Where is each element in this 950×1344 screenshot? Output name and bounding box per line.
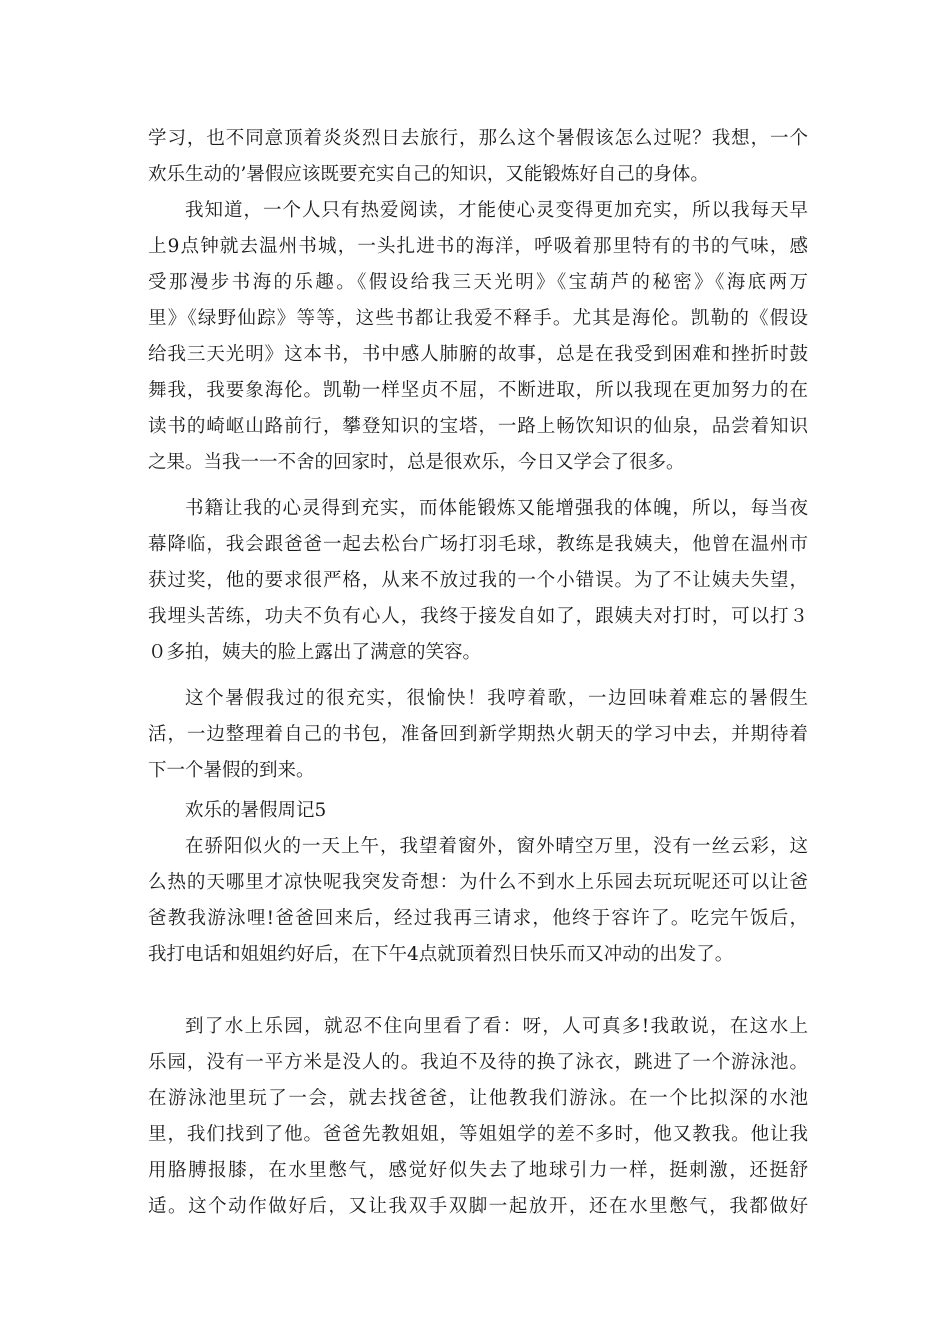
text-line: 学习，也不同意顶着炎炎烈日去旅行，那么这个暑假该怎么过呢？我想，一个 [148,128,808,149]
text-line: 幕降临，我会跟爸爸一起去松台广场打羽毛球，教练是我姨夫，他曾在温州市 [148,534,808,555]
text-line: 下一个暑假的到来。 [148,760,315,781]
text-line: 给我三天光明》这本书，书中感人肺腑的故事，总是在我受到困难和挫折时鼓 [148,344,808,365]
text-line: 之果。当我一一不舍的回家时，总是很欢乐，今日又学会了很多。 [148,452,685,473]
text-line: 在游泳池里玩了一会，就去找爸爸，让他教我们游泳。在一个比拟深的水池 [148,1088,808,1109]
text-line: 上9点钟就去温州书城，一头扎进书的海洋，呼吸着那里特有的书的气味，感 [148,236,808,257]
text-line: 欢乐生动的’暑假应该既要充实自己的知识，又能锻炼好自己的身体。 [148,164,709,185]
text-line: 适。这个动作做好后，又让我双手双脚一起放开，还在水里憋气，我都做好 [148,1196,808,1217]
paragraph-first-line: 到了水上乐园，就忍不住向里看了看：呀，人可真多!我敢说，在这水上 [185,1016,808,1037]
text-line: 里》《绿野仙踪》等等，这些书都让我爱不释手。尤其是海伦。凯勒的《假设 [148,308,808,329]
text-line: 我埋头苦练，功夫不负有心人，我终于接发自如了，跟姨夫对打时，可以打３ [148,606,808,627]
text-line: ０多拍，姨夫的脸上露出了满意的笑容。 [148,642,482,663]
text-line: 舞我，我要象海伦。凯勒一样坚贞不屈，不断进取，所以我现在更加努力的在 [148,380,808,401]
paragraph-first-line: 书籍让我的心灵得到充实，而体能锻炼又能增强我的体魄，所以，每当夜 [185,498,808,519]
paragraph-first-line: 我知道，一个人只有热爱阅读，才能使心灵变得更加充实，所以我每天早 [185,200,808,221]
text-line: 里，我们找到了他。爸爸先教姐姐，等姐姐学的差不多时，他又教我。他让我 [148,1124,808,1145]
text-line: 用胳膊报膝，在水里憋气，感觉好似失去了地球引力一样，挺刺激，还挺舒 [148,1160,808,1181]
text-line: 爸教我游泳哩!爸爸回来后，经过我再三请求，他终于容许了。吃完午饭后， [148,908,808,929]
text-line: 乐园，没有一平方米是没人的。我迫不及待的换了泳衣，跳进了一个游泳池。 [148,1052,808,1073]
text-line: 获过奖，他的要求很严格，从来不放过我的一个小错误。为了不让姨夫失望， [148,570,808,591]
section-heading: 欢乐的暑假周记5 [185,800,327,821]
text-line: 读书的崎岖山路前行，攀登知识的宝塔，一路上畅饮知识的仙泉，品尝着知识 [148,416,808,437]
text-line: 么热的天哪里才凉快呢我突发奇想：为什么不到水上乐园去玩玩呢还可以让爸 [148,872,808,893]
paragraph-first-line: 这个暑假我过的很充实，很愉快！我哼着歌，一边回味着难忘的暑假生 [185,688,808,709]
text-line: 活，一边整理着自己的书包，准备回到新学期热火朝天的学习中去，并期待着 [148,724,808,745]
text-line: 我打电话和姐姐约好后，在下午4点就顶着烈日快乐而又冲动的出发了。 [148,944,734,965]
text-line: 受那漫步书海的乐趣。《假设给我三天光明》《宝葫芦的秘密》《海底两万 [148,272,808,293]
paragraph-first-line: 在骄阳似火的一天上午，我望着窗外，窗外晴空万里，没有一丝云彩，这 [185,836,808,857]
